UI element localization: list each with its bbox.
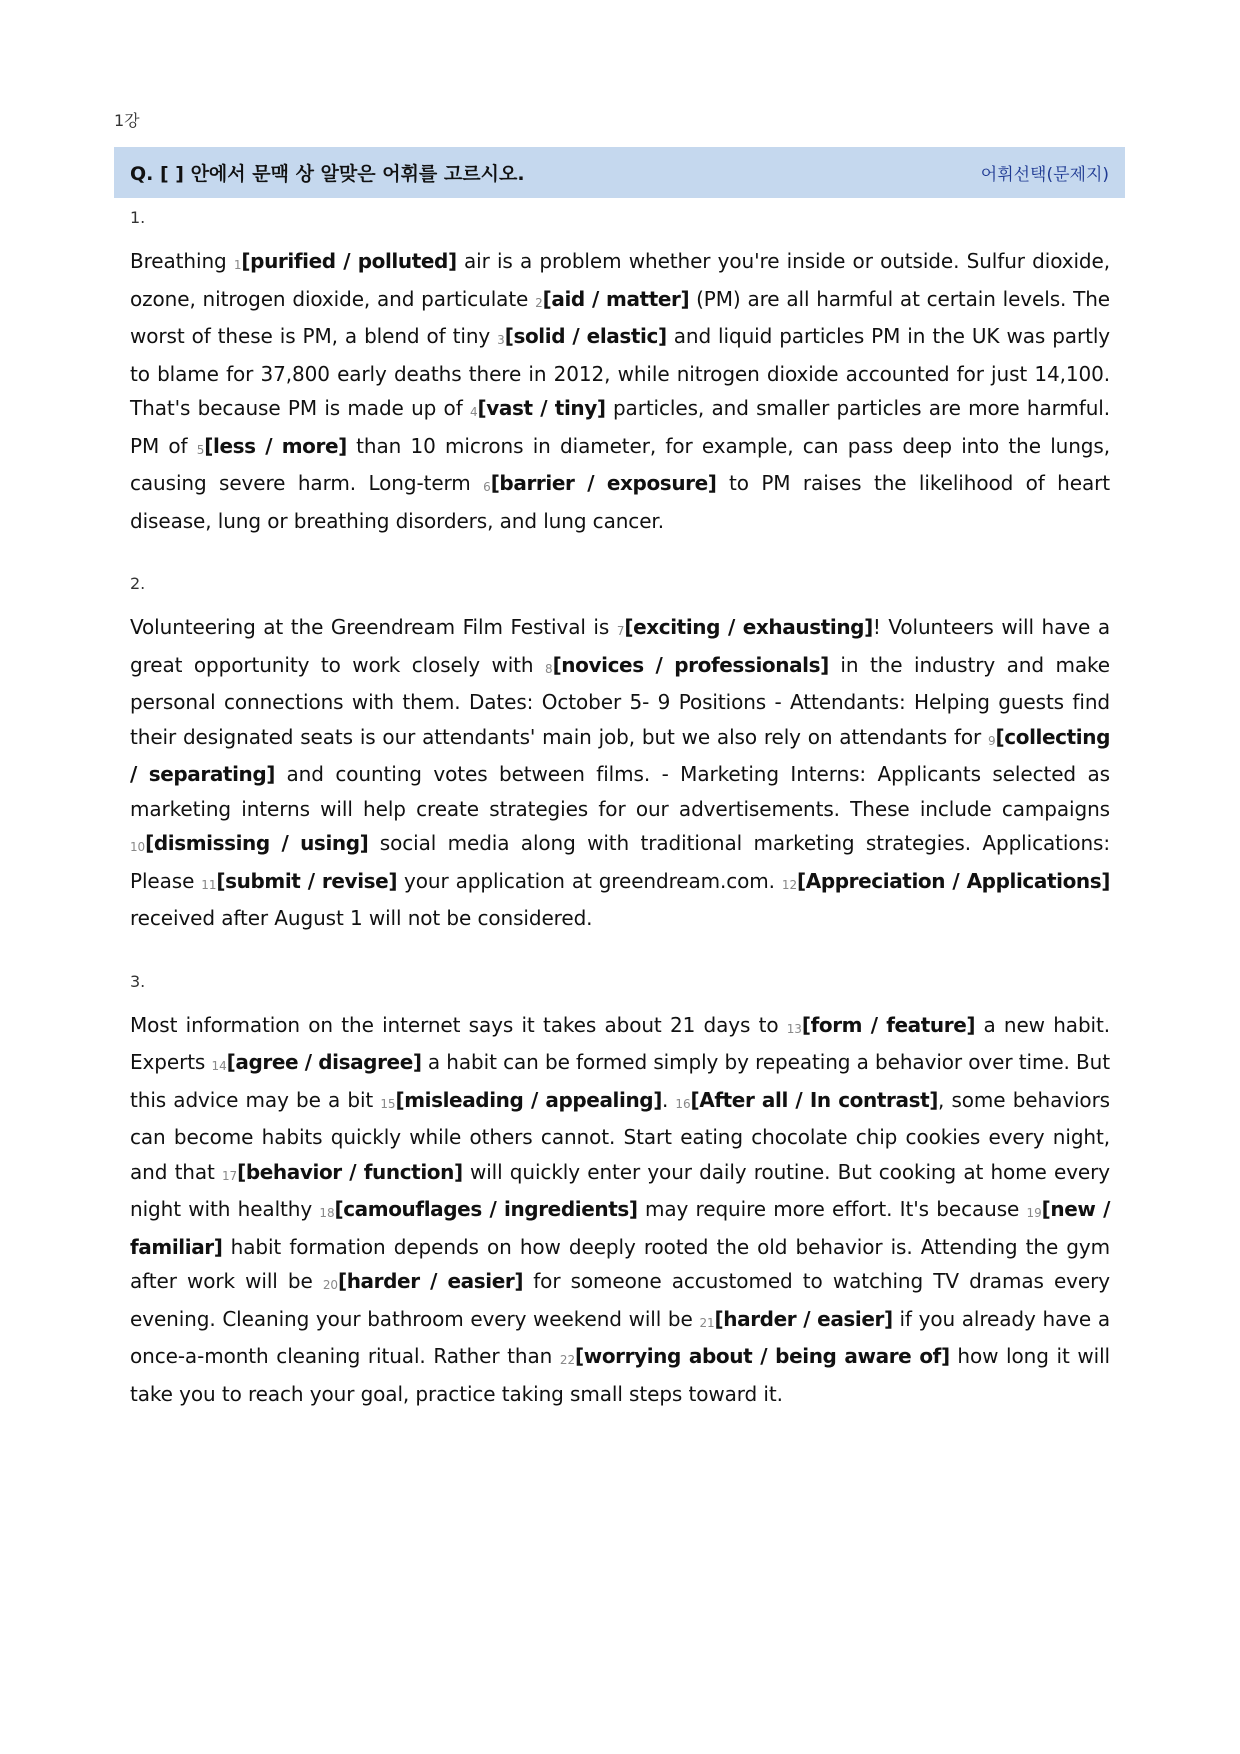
vocabulary-choice: [aid / matter] [542,286,690,311]
blank-number: 3 [497,333,505,347]
passage-text [130,610,1110,936]
question-header [114,147,1125,198]
vocabulary-choice: [solid / elastic] [504,324,667,348]
vocabulary-choice: [novices / professionals] [552,652,829,677]
passage-text-segment: and counting votes between films. - Marketing Interns: Applicants selected as marketing interns will help create strategies for our advertisements. These include campaigns [130,762,1110,821]
vocabulary-choice: [misleading / appealing] [395,1087,662,1112]
blank-number: 2 [535,295,543,310]
passage-text-segment: how long it will take you to reach your goal, practice taking small steps toward it. [130,1344,1110,1406]
blank-number: 18 [319,1206,335,1220]
vocabulary-choice: [harder / easier] [337,1269,524,1293]
passage-text-segment: Volunteering at the Greendream Film Festival is [130,615,617,639]
passage-block [130,574,1110,936]
blank-number: 21 [699,1315,715,1330]
vocabulary-choice: [new / familiar] [130,1197,1110,1259]
vocabulary-choice: [worrying about / being aware of] [575,1344,950,1368]
passage-text-segment: particles, and smaller particles are more harmful. PM of [130,396,1110,458]
passage-text-segment: Breathing [130,249,234,273]
passage-number: 3. [130,971,146,991]
blank-number: 9 [988,733,996,748]
passage-text-segment: air is a problem whether you're inside or outside. Sulfur dioxide, ozone, nitrogen dioxide, and particulate [130,249,1110,311]
vocabulary-choice: [form / feature] [801,1012,976,1037]
blank-number: 5 [196,442,205,457]
passage-text-segment: may require more effort. It's because [637,1197,1027,1221]
passage-text-segment: to PM raises the likelihood of heart disease, lung or breathing disorders, and lung cancer. [130,471,1110,533]
passage-text [130,244,1110,538]
vocabulary-choice: [barrier / exposure] [490,471,717,495]
vocabulary-choice: [dismissing / using] [145,831,369,855]
passage-block [130,208,1110,538]
vocabulary-choice: [harder / easier] [714,1306,893,1331]
blank-number: 17 [222,1168,238,1183]
passage-text-segment: received after August 1 will not be considered. [130,906,593,930]
passage-text-segment: habit formation depends on how deeply rooted the old behavior is. Attending the gym after work will be [130,1234,1110,1293]
worksheet-type-tag: 어휘선택(문제지) [980,165,1109,185]
passage-text-segment: ! Volunteers will have a great opportunity to work closely with [130,615,1110,677]
passage-text-segment: in the industry and make personal connections with them. Dates: October 5- 9 Positions - Attendants: Helping guests find their designated seats is our attendants' main job, but we also rely on attendants for [130,652,1110,749]
passages [130,208,1110,1447]
blank-number: 12 [781,877,797,892]
passage-text-segment: Most information on the internet says it takes about 21 days to [130,1012,787,1037]
blank-number: 7 [616,624,625,638]
question-title: Q. [ ] 안에서 문맥 상 알맞은 어휘를 고르시오. [130,163,525,185]
vocabulary-choice: [After all / In contrast] [690,1087,938,1112]
passage-text-segment: . [661,1087,676,1112]
passage-number: 1. [130,208,146,227]
vocabulary-choice: [Appreciation / Applications] [797,868,1110,893]
passage-text-segment: than 10 microns in diameter, for example, can pass deep into the lungs, causing severe harm. Long-term [130,433,1110,495]
blank-number: 15 [380,1096,396,1111]
blank-number: 13 [786,1021,802,1036]
blank-number: 6 [483,480,491,494]
vocabulary-choice: [camouflages / ingredients] [334,1197,638,1221]
vocabulary-choice: [behavior / function] [237,1159,463,1184]
passage-text-segment: if you already have a once-a-month cleaning ritual. Rather than [130,1306,1110,1368]
passage-text-segment: for someone accustomed to watching TV dramas every evening. Cleaning your bathroom every weekend will be [130,1269,1110,1331]
passage-text-segment: a new habit. Experts [130,1012,1111,1074]
vocabulary-choice: [agree / disagree] [226,1050,422,1074]
vocabulary-choice: [vast / tiny] [477,396,606,420]
passage-text [130,1008,1110,1412]
blank-number: 14 [211,1059,227,1073]
passage-text-segment: a habit can be formed simply by repeating a behavior over time. But this advice may be a bit [130,1050,1110,1112]
blank-number: 19 [1026,1206,1042,1220]
blank-number: 11 [201,877,217,892]
vocabulary-choice: [submit / revise] [216,868,398,893]
blank-number: 4 [469,405,478,419]
blank-number: 16 [675,1096,691,1111]
passage-block [130,972,1110,1412]
lesson-label: 1강 [114,111,140,130]
passage-text-segment: social media along with traditional marketing strategies. Applications: Please [130,831,1110,893]
blank-number: 20 [322,1278,338,1292]
vocabulary-choice: [less / more] [204,433,347,458]
passage-text-segment: will quickly enter your daily routine. But cooking at home every night with healthy [130,1159,1110,1221]
blank-number: 1 [233,258,242,272]
passage-text-segment: (PM) are all harmful at certain levels. The worst of these is PM, a blend of tiny [130,286,1111,348]
blank-number: 8 [545,661,553,676]
passage-number: 2. [130,574,146,593]
vocabulary-choice: [exciting / exhausting] [624,615,873,639]
passage-text-segment: your application at greendream.com. [397,868,782,893]
vocabulary-choice: [purified / polluted] [241,249,457,273]
blank-number: 10 [130,840,146,854]
passage-text-segment: and liquid particles PM in the UK was partly to blame for 37,800 early deaths there in 2012, while nitrogen dioxide accounted for just 14,100. That's because PM is made up of [130,324,1111,420]
passage-text-segment: , some behaviors can become habits quickly while others cannot. Start eating chocolate chip cookies every night, and that [130,1087,1111,1184]
vocabulary-choice: [collecting / separating] [130,724,1110,786]
blank-number: 22 [559,1353,575,1367]
